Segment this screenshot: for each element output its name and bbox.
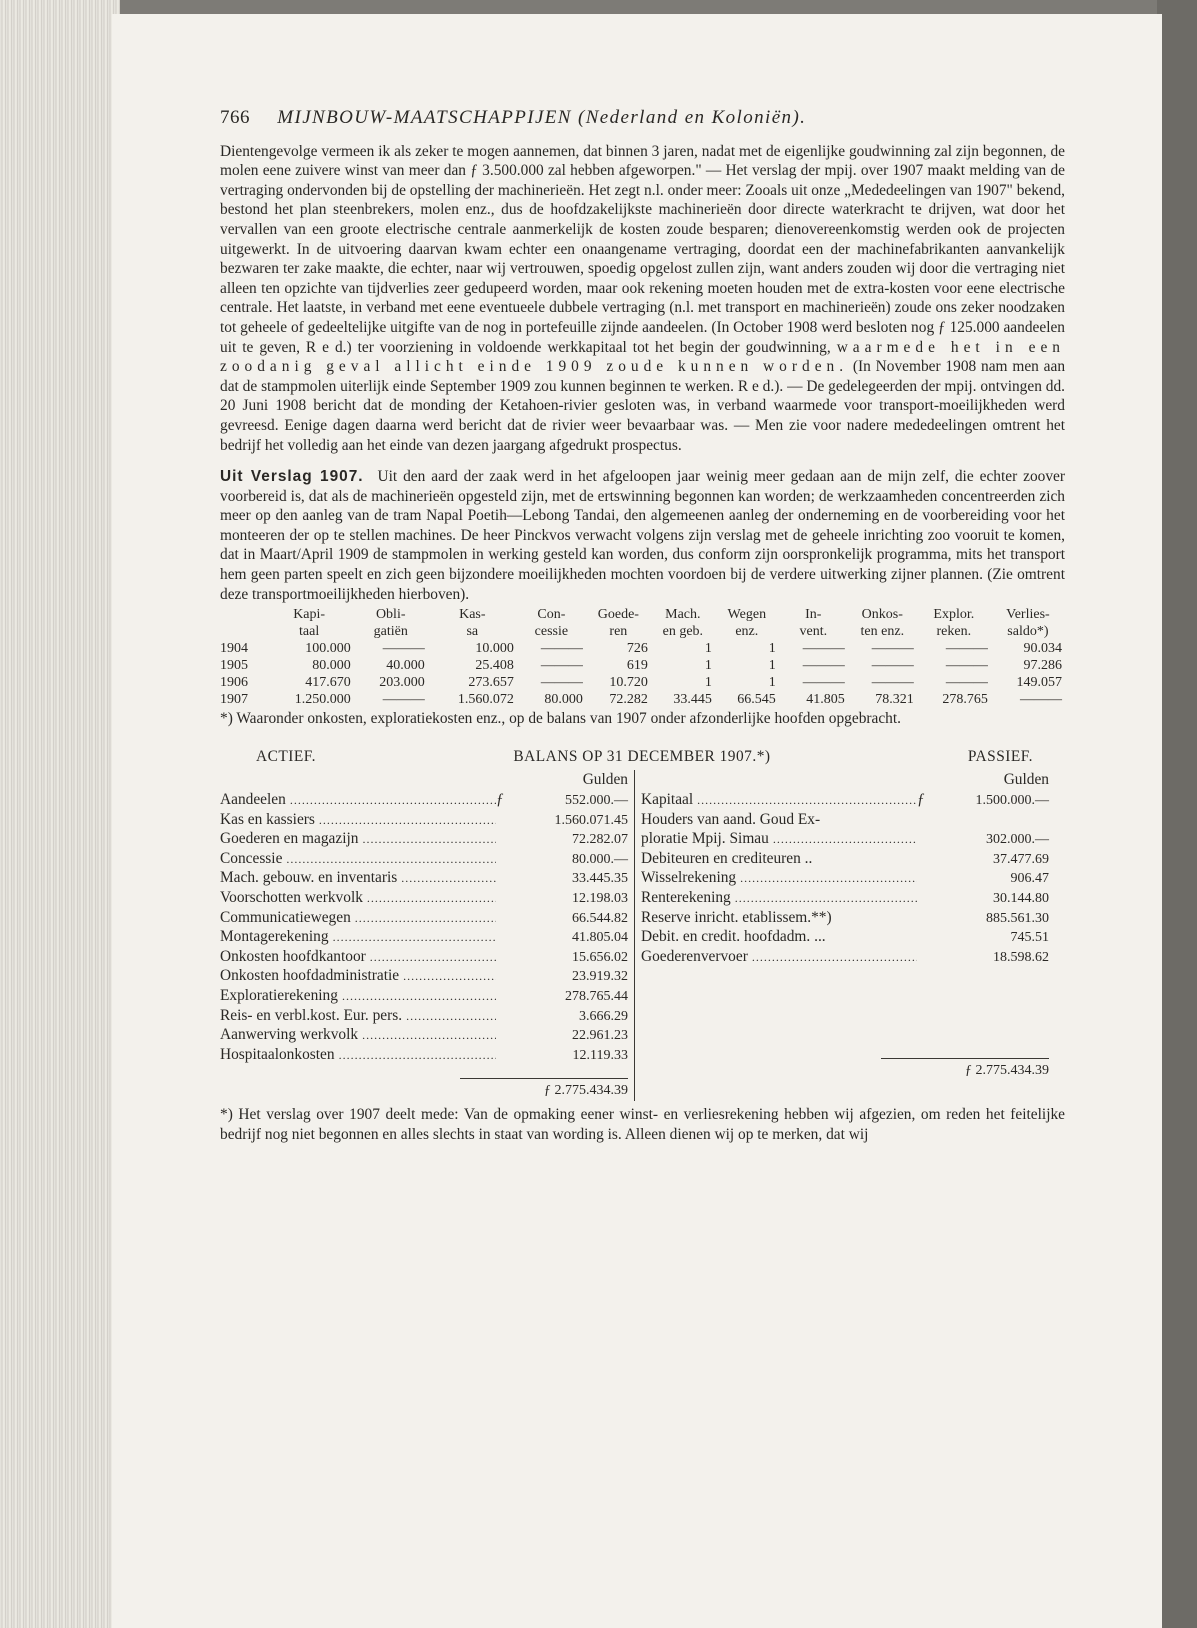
balance-row [220,810,628,830]
column-header [354,606,428,640]
currency-symbol: ƒ [496,791,504,809]
table-cell: 619 [626,658,648,674]
page-number: 766 [220,107,250,128]
paragraph-1-end: (In November 1908 nam men aan dat de stampmolen uiterlijk einde September 1909 zou kunnen beginnen te werken. R e d.). — De gedelegeerden der mpij. ontvingen dd. 20 Juni 1908 bericht dat de monding der Ketahoen-rivier gesloten was, in verband waarmede voor transport-moeilijkheden werd gevreesd. Eenige dagen daarna werd bericht dat de rivier weer bevaarbaar was. — Men zie voor nadere mededeelingen omtrent het bedrijf het volledig aan het einde van dezen jaargang afgedrukt prospectus. [220,358,1066,454]
balance-title: BALANS OP 31 DECEMBER 1907.*) [513,747,771,765]
unit-label: Gulden [582,771,628,789]
balance-label: Debiteuren en crediteuren .. [641,849,813,867]
balance-actief [220,770,635,1101]
column-header [991,606,1065,640]
table-cell: ——— [871,641,914,657]
balance-amount: 66.544.82 [572,910,628,926]
book-page-edges [0,0,120,1628]
table-row [220,691,1065,708]
balance-amount: 885.561.30 [986,910,1049,926]
balance-amount: 302.000.— [986,832,1049,848]
balance-label: Houders van aand. Goud Ex- [641,810,821,828]
balance-row [220,849,628,869]
column-header-line: Explor. [933,607,975,623]
balance-row [220,908,628,928]
currency-symbol: ƒ [917,791,925,809]
column-header-line: saldo*) [1007,624,1049,640]
balance-row [220,966,628,986]
balance-amount: 37.477.69 [993,851,1049,867]
passief-rows [641,790,1049,966]
actief-rows [220,790,628,1064]
balance-row [641,810,1049,830]
table-row [220,640,1065,657]
balance-row [220,927,628,947]
total-rule [460,1078,628,1079]
balance-label: Voorschotten werkvolk ..... [220,888,496,909]
year-cell: 1905 [220,658,248,674]
column-header [848,606,917,640]
column-header-line: Wegen [727,607,767,623]
column-header-line: Onkos- [861,607,903,623]
passief-total: ƒ 2.775.434.39 [965,1063,1049,1079]
table-cell: 33.445 [673,692,712,708]
column-header [428,606,517,640]
column-header-line: Obli- [375,607,406,623]
table-cell: 203.000 [379,675,425,691]
table-cell: 1 [704,658,712,674]
balance-amount: 745.51 [1010,930,1049,946]
table-cell: ——— [1020,692,1062,708]
statistics-header-row [220,606,1065,640]
table-cell: 41.805 [806,692,845,708]
table-cell: 1.560.072 [457,692,514,708]
balance-row [641,947,1049,967]
paragraph-2 [220,467,1065,604]
balance-row [220,1025,628,1045]
balance-label: Onkosten hoofdkantoor ..... [220,947,496,968]
table-cell: 1 [768,641,776,657]
column-header-line: Kas- [459,607,486,623]
column-header [779,606,848,640]
table-cell: 10.000 [475,641,514,657]
column-header [586,606,651,640]
table-cell: ——— [382,692,425,708]
paragraph-2-text: Uit den aard der zaak werd in het afgeloopen jaar weinig meer gedaan aan de mijn zelf, die echter zoover voorbereid is, dat als de machinerieën opgesteld zijn, met de ertswinning begonnen kan worden; de werkzaamheden concentreerden zich meer op den aanleg van de tram Napal Poetih—Lebong Tandai, den algemeenen aanleg der onderneming en de voorbereiding voor het monteeren der op te stellen machines. De heer Pinckvos verwacht volgens zijn verslag met de geheele inrichting zoo vooruit te komen, dat in Maart/April 1909 de stampmolen in werking gesteld kan worden, dus conform zijn oorspronkelijk programma, mits het transport hem geen parten speelt en zich geen bijzondere moeilijkheden mochten voordoen bij de verdere uitwerking zijner plannen. (Zie omtrent deze transportmoeilijkheden hierboven). [220,468,1066,603]
table-cell: 80.000 [312,658,351,674]
balance-amount: 72.282.07 [572,832,628,848]
table-cell: ——— [540,675,583,691]
balance-label: Kas en kassiers ..... [220,810,496,831]
balance-label: Wisselrekening ..... [641,868,917,889]
column-header [651,606,715,640]
balance-label: Goederen en magazijn ..... [220,829,496,850]
balance-label: Reserve inricht. etablissem.**) [641,908,832,926]
balance-row [220,829,628,849]
balance-amount: 23.919.32 [572,969,628,985]
balance-amount: 30.144.80 [993,891,1049,906]
table-cell: ——— [802,658,845,674]
balance-row [641,790,1049,810]
balance-amount: 12.198.03 [572,891,628,906]
table-cell: 80.000 [544,692,583,708]
balance-label: Communicatiewegen ..... [220,908,496,929]
table-cell: 1 [768,658,776,674]
column-header-line: gatiën [373,624,408,640]
table-cell: 417.670 [305,675,351,691]
table-cell: 273.657 [468,675,514,691]
balance-row [220,1006,628,1026]
balance-label: ploratie Mpij. Simau ..... [641,829,917,850]
balance-label: Goederenvervoer ..... [641,947,917,968]
balance-amount: 1.500.000.— [975,793,1049,809]
balance-row [641,868,1049,888]
column-header [715,606,779,640]
balance-label: Concessie ..... [220,849,496,870]
table-cell: ——— [540,658,583,674]
scan-background-right [1157,0,1197,1628]
table-cell: 1.250.000 [294,692,351,708]
balance-row [641,888,1049,908]
column-header-line: enz. [735,624,759,640]
balance-label: Exploratierekening ..... [220,986,496,1007]
column-header-line: sa [466,624,479,640]
column-header-line: Mach. [665,607,701,623]
table-cell: 66.545 [737,692,776,708]
column-header [517,606,586,640]
table-cell: 726 [626,641,648,657]
balance-amount: 12.119.33 [572,1047,628,1063]
column-header-line: Kapi- [293,607,326,623]
table-cell: ——— [945,675,988,691]
page-content [220,108,1065,1144]
table-row [220,657,1065,674]
table-row [220,674,1065,691]
year-cell: 1907 [220,692,248,708]
page-header [220,108,1065,128]
balance-row [641,927,1049,947]
balance-amount: 278.765.44 [565,988,628,1004]
section-heading: Uit Verslag 1907. [220,468,364,486]
table-cell: 72.282 [609,692,648,708]
balance-amount: 33.445.35 [572,871,628,887]
table-footnote: *) Waaronder onkosten, exploratiekosten enz., op de balans van 1907 onder afzonderlijke hoofden opgebracht. [220,710,901,728]
paragraph-1-spaced: waarmede het in een zoodanig geval allicht einde 1909 zoude kunnen worden. [220,338,1065,376]
balance-row [220,1045,628,1065]
balance-label: Aanwerving werkvolk ..... [220,1025,496,1046]
column-header-line: ren [609,624,628,640]
statistics-table [220,606,1065,708]
column-header-line: In- [805,607,822,623]
year-cell: 1904 [220,641,248,657]
total-rule [881,1058,1049,1059]
balance-row [220,790,628,810]
unit-label: Gulden [1003,771,1049,789]
balance-label: Mach. gebouw. en inventaris ..... [220,868,496,889]
balance-label: Kapitaal ..... [641,790,917,811]
balance-row [220,888,628,908]
balance-amount: 552.000.— [565,793,628,809]
table-cell: 78.321 [875,692,914,708]
balance-row [220,868,628,888]
column-header-line: ten enz. [860,624,905,640]
balance-header [220,747,1065,767]
actief-total: ƒ 2.775.434.39 [544,1083,628,1099]
table-cell: ——— [871,658,914,674]
statistics-body [220,640,1065,708]
column-header-line: Con- [537,607,566,623]
table-cell: ——— [945,641,988,657]
paragraph-1-text: Dientengevolge vermeen ik als zeker te mogen aannemen, dat binnen 3 jaren, nadat met de eigenlijke goudwinning zal zijn begonnen, de molen eene zuivere winst van meer dan ƒ 3.500.000 zal hebben afgeworpen." — Het verslag der mpij. over 1907 maakt melding van de vertraging ondervonden bij de opstelling der machinerieën. Het zegt n.l. onder meer: Zooals uit onze „Mededeelingen van 1907" bekend, bestond het plan steenbrekers, molen enz., dus de hoofdzakelijkste machinerieën door directe waterkracht te drijven, wat door het vervallen van een groote electrische centrale aanmerkelijk de kosten zoude besparen; dienovereenkomstig werden ook de projecten uitgewerkt. In de uitvoering daarvan kwam echter een onaangename vertraging, doordat een der machinefabrikanten aanvankelijk bezwaren ter zake maakte, die echter, naar wij vertrouwen, spoedig opgelost zullen zijn, want anders zouden wij door die vertraging niet alleen ten opzichte van tijdverlies zeer gedupeerd worden, maar ook rekening moeten houden met de extra-kosten voor eene electrische centrale. Het laatste, in verband met eene eventueele dubbele vertraging (n.l. met transport en machinerieën) zoude ons zeker noodzaken tot geheele of gedeeltelijke uitgifte van de nog in portefeuille zijnde aandeelen. (In October 1908 werd besloten nog ƒ 125.000 aandeelen uit te geven, R e d.) ter voorziening in voldoende werkkapitaal tot het begin der goudwinning, [220,142,1065,356]
table-cell: ——— [540,641,583,657]
table-cell: 149.057 [1016,675,1062,691]
table-cell: 1 [768,675,776,691]
table-cell: ——— [382,641,425,657]
table-cell: ——— [945,658,988,674]
year-cell: 1906 [220,675,248,691]
balance-row [220,986,628,1006]
balance-label: Onkosten hoofdadministratie ..... [220,966,496,987]
table-cell: 25.408 [475,658,514,674]
column-header-line: Verlies- [1006,607,1050,623]
balance-amount: 1.560.071.45 [554,812,628,828]
balance-amount: 15.656.02 [572,949,628,965]
balance-row [641,829,1049,849]
column-header [917,606,991,640]
column-header-line: vent. [799,624,828,640]
balance-amount: 906.47 [1010,871,1049,887]
balance-amount: 3.666.29 [579,1008,628,1024]
column-header [265,606,354,640]
balance-label: Aandeelen ..... [220,790,496,811]
table-cell: 278.765 [942,692,988,708]
balance-label: Debit. en credit. hoofdadm. ... [641,928,826,946]
balance-amount: 80.000.— [572,851,628,867]
balance-passief [635,770,1049,1101]
table-cell: 10.720 [609,675,648,691]
balance-label: Renterekening ..... [641,888,917,909]
balance-row [641,849,1049,869]
balance-passief-title: PASSIEF. [967,747,1033,765]
table-cell: 1 [704,675,712,691]
balance-actief-title: ACTIEF. [256,747,316,765]
paragraph-1 [220,142,1065,456]
balance-label: Montagerekening ..... [220,927,496,948]
balance-sheet [220,770,1065,1101]
table-cell: 97.286 [1023,658,1062,674]
table-cell: ——— [871,675,914,691]
balance-amount: 41.805.04 [572,930,628,946]
column-header-line: Goede- [597,607,639,623]
column-header-line: reken. [936,624,972,640]
balance-amount: 22.961.23 [572,1028,628,1044]
column-header-line: en geb. [662,624,704,640]
table-cell: ——— [802,675,845,691]
table-cell: 40.000 [386,658,425,674]
balance-row [641,908,1049,928]
table-cell: 1 [704,641,712,657]
column-header-line: cessie [534,624,569,640]
running-title: MIJNBOUW-MAATSCHAPPIJEN (Nederland en Koloniën). [277,107,807,128]
column-header-line: taal [299,624,320,640]
paragraph-3: *) Het verslag over 1907 deelt mede: Van de opmaking eener winst- en verliesrekening hebben wij afgezien, om reden het feitelijke bedrijf nog niet begonnen en alles slechts in staat van wording is. Alleen dienen wij op te merken, dat wij [220,1105,1065,1143]
table-cell: ——— [802,641,845,657]
balance-row [220,947,628,967]
balance-amount: 18.598.62 [993,949,1049,965]
spacer [641,966,1049,1044]
table-cell: 100.000 [305,641,351,657]
table-cell: 90.034 [1023,641,1062,657]
balance-label: Reis- en verbl.kost. Eur. pers. ..... [220,1006,496,1027]
balance-label: Hospitaalonkosten ..... [220,1045,496,1066]
